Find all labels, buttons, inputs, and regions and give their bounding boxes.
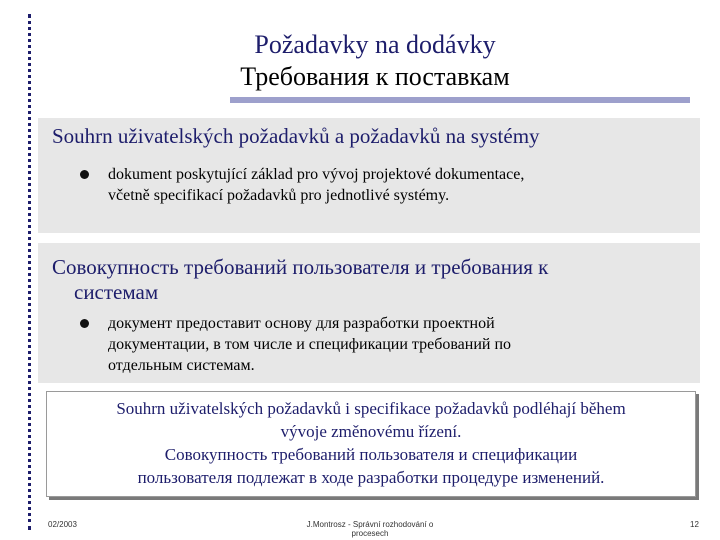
section-1-bullet <box>80 164 690 206</box>
section-1-bullet-line1: dokument poskytující základ pro vývoj projektové dokumentace, <box>108 166 525 183</box>
footer-page-number: 12 <box>690 520 699 529</box>
footer-date: 02/2003 <box>48 520 77 529</box>
bullet-icon <box>80 319 89 328</box>
title-czech: Požadavky na dodávky <box>254 30 496 59</box>
footer-center: J.Montrosz - Správní rozhodování o procesech <box>306 520 434 538</box>
box-line1: Souhrn uživatelských požadavků i specifikace požadavků podléhají během <box>116 399 626 418</box>
section-1-bullet-line2: včetně specifikací požadavků pro jednotlivé systémy. <box>108 187 450 204</box>
section-2-heading <box>52 255 548 305</box>
left-dotted-rule <box>28 14 31 530</box>
section-1-heading: Souhrn uživatelských požadavků a požadavků na systémy <box>52 124 540 148</box>
section-2-heading-line1: Совокупность требований пользователя и требования к <box>52 255 549 279</box>
box-line3: Совокупность требований пользователя и спецификации <box>164 445 578 464</box>
change-control-note-box <box>46 391 696 497</box>
section-2-bullet-line1: документ предоставит основу для разработки проектной <box>108 315 495 332</box>
section-2-heading-line2: системам <box>74 280 159 304</box>
title-underline-bar <box>230 97 690 103</box>
section-2-bullet <box>80 313 690 376</box>
box-line2: vývoje změnovému řízení. <box>280 422 462 441</box>
section-2-bullet-line2: документации, в том числе и спецификации требований по <box>108 336 512 353</box>
section-2-bullet-line3: отдельным системам. <box>108 357 255 374</box>
title-russian: Требования к поставкам <box>240 62 510 91</box>
bullet-icon <box>80 170 89 179</box>
box-line4: пользователя подлежат в ходе разработки процедуре изменений. <box>137 468 605 487</box>
